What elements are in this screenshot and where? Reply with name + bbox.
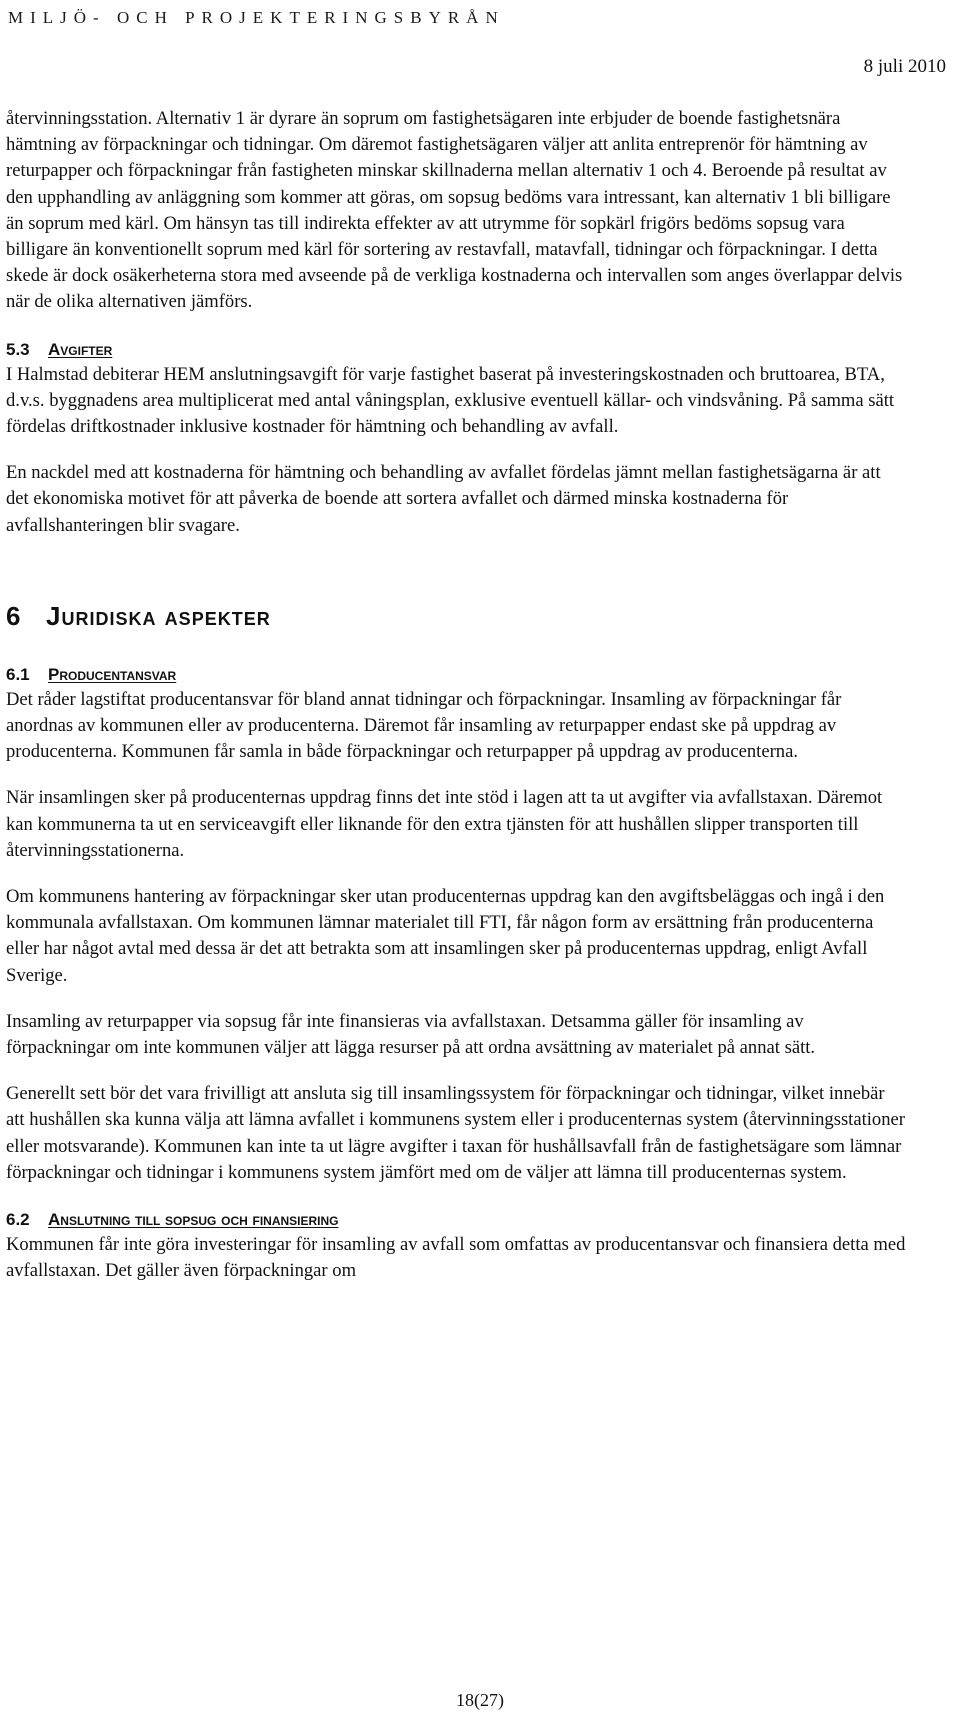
paragraph: Det råder lagstiftat producentansvar för bland annat tidningar och förpackningar. Insamling av förpackningar får anordnas av kommunen eller av producenterna. Däremot får insamling av returpapper endast ske på uppdrag av producenterna. Kommunen får samla in både förpackningar och returpapper på uppdrag av producenterna. [6, 688, 842, 763]
section-title: Anslutning till sopsug och finansiering [48, 1210, 339, 1230]
section-number: 5.3 [6, 339, 30, 359]
section-heading-5-3 [6, 338, 906, 362]
document-body [6, 106, 906, 1285]
section-number: 6.1 [6, 664, 30, 684]
paragraph: Insamling av returpapper via sopsug får inte finansieras via avfallstaxan. Detsamma gäller för insamling av förpackningar om inte kommunen väljer att lägga resurser på att ordna avsättning av materialet på annat sätt. [6, 1010, 816, 1059]
paragraph: En nackdel med att kostnaderna för hämtning och behandling av avfallet fördelas jämnt mellan fastighetsägarna är att det ekonomiska motivet för att påverka de boende att sortera avfallet och därmed minska kostnaderna för avfallshanteringen blir svagare. [6, 462, 881, 536]
chapter-heading-6 [6, 599, 906, 633]
paragraph: Kommunen får inte göra investeringar för insamling av avfall som omfattas av producentansvar och finansiera detta med avfallstaxan. Det gäller även förpackningar om [6, 1234, 906, 1282]
paragraph: I Halmstad debiterar HEM anslutningsavgift för varje fastighet baserat på investeringskostnaden och bruttoarea, BTA, d.v.s. byggnadens area multiplicerat med antal våningsplan, exklusive eventuell källar- och vindsvåning. På samma sätt fördelas driftkostnader inklusive kostnader för hämtning och behandling av avfall. [6, 363, 895, 438]
header-date: 8 juli 2010 [863, 56, 946, 77]
section-heading-6-1 [6, 663, 906, 687]
header-organization: MILJÖ- OCH PROJEKTERINGSBYRÅN [8, 8, 505, 27]
section-heading-6-2 [6, 1208, 906, 1232]
paragraph: Om kommunens hantering av förpackningar sker utan producenternas uppdrag kan den avgiftsbeläggas och ingå i den kommunala avfallstaxan. Om kommunen lämnar materialet till FTI, får någon form av ersättning från producenterna eller har något avtal med dessa är det att betrakta som att insamlingen sker på producenternas uppdrag, enligt Avfall Sverige. [6, 886, 885, 986]
paragraph: Generellt sett bör det vara frivilligt att ansluta sig till insamlingssystem för förpackningar och tidningar, vilket innebär att hushållen ska kunna välja att lämna avfallet i kommunens system eller i producenternas system (återvinningsstationer eller motsvarande). Kommunen kan inte ta ut lägre avgifter i taxan för hushållsavfall från de fastighetsägare som lämnar förpackningar och tidningar i kommunens system jämfört med om de väljer att lämna till producenternas system. [6, 1083, 905, 1183]
section-number: 6.2 [6, 1210, 30, 1230]
chapter-number: 6 [6, 600, 22, 631]
section-title: Avgifter [48, 339, 113, 359]
paragraph: När insamlingen sker på producenternas uppdrag finns det inte stöd i lagen att ta ut avgifter via avfallstaxan. Däremot kan kommunerna ta ut en serviceavgift eller liknande för den extra tjänsten för att hushållen slipper transporten till återvinningsstationerna. [6, 787, 883, 861]
page-number: 18(27) [456, 1690, 504, 1710]
paragraph: återvinningsstation. Alternativ 1 är dyrare än soprum om fastighetsägaren inte erbjuder de boende fastighetsnära hämtning av förpackningar och tidningar. Om däremot fastighetsägaren väljer att anlita entreprenör för hämtning av returpapper och förpackningar från fastigheten minskar skillnaderna mellan alternativ 1 och 4. Beroende på resultat av den upphandling av anläggning som kommer att göras, om sopsug bedöms vara intressant, kan alternativ 1 bli billigare än soprum med kärl. Om hänsyn tas till indirekta effekter av att utrymme för sopkärl frigörs bedöms sopsug vara billigare än konventionellt soprum med kärl för sortering av restavfall, matavfall, tidningar och förpackningar. I detta skede är dock osäkerheterna stora med avseende på de verkliga kostnaderna och intervallen som anges överlappar delvis när de olika alternativen jämförs. [6, 108, 903, 313]
chapter-title: Juridiska aspekter [46, 600, 271, 631]
section-title: Producentansvar [48, 664, 177, 684]
